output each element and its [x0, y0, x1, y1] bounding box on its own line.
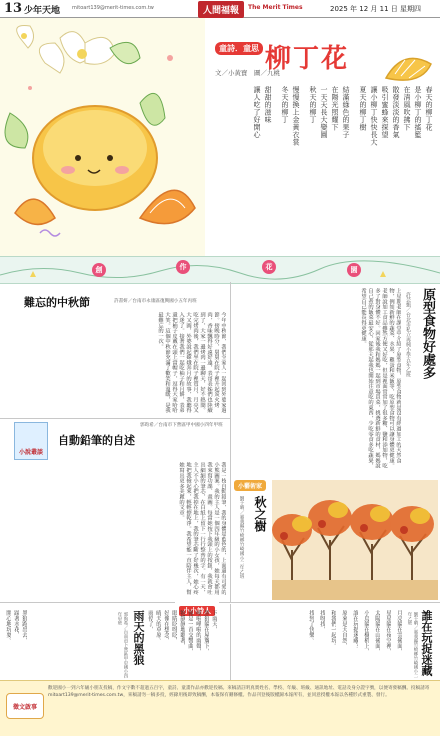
page-header	[0, 0, 440, 18]
orange-blossom-illustration	[0, 18, 205, 256]
poem-line: 像是一首交響曲，	[187, 610, 193, 654]
article-autumn-tree	[232, 476, 440, 602]
poem-line: 牠靜靜地聽著，	[179, 610, 185, 649]
poem-byline: 文／小黃寶 圖／九桃	[215, 69, 280, 77]
poem-line: 找到了快樂。	[308, 610, 314, 643]
section-title: 少年天地	[24, 6, 61, 16]
poem-byline: 劉于晴／嘉義縣竹崎鄉竹崎國小二年乙班	[407, 612, 418, 678]
banner-char: 園	[347, 263, 361, 277]
poem-line: 夏天的柳丁樹	[359, 86, 367, 131]
poem-line: 眼睛眨呀眨，	[171, 610, 177, 643]
poem-line: 吸引蜜蜂來探望	[381, 86, 389, 139]
poem-line: 慢慢換上金黃衣裳	[292, 86, 300, 146]
article-whole-food	[232, 282, 440, 474]
poem-line: 誰在玩捉迷藏？	[352, 610, 358, 649]
poem-line: 秋天的柳丁	[309, 86, 317, 124]
banner-char: 創	[92, 263, 106, 277]
poem-line: 原來是大自然，	[341, 610, 347, 649]
poem-line: 嘩啦嘩啦的雨聲，	[195, 610, 201, 654]
small-poets-label: 小小詩人	[179, 606, 215, 616]
poem-line: 一天天長大變圓	[320, 86, 328, 139]
divider	[230, 604, 231, 680]
article-title: 秋之樹	[253, 496, 267, 532]
poem-line: 黑狼跑出去，	[21, 610, 27, 643]
poem-tag: 童詩．童思	[215, 42, 263, 55]
poem-title: 誰在玩捉迷藏	[420, 610, 433, 676]
poem-line: 春天的柳丁花	[425, 86, 433, 131]
article-tag: 小藝術家	[234, 480, 266, 491]
article-tag: 小說叢談	[18, 449, 43, 456]
newspaper-logo: 人間福報	[198, 1, 244, 18]
poem-line: 開心地玩耍。	[5, 610, 11, 643]
poem-line: 冬天的柳丁	[281, 86, 289, 124]
orange-slice-icon	[383, 46, 435, 88]
poem-title: 柳丁花	[265, 44, 350, 74]
creative-garden-banner	[0, 256, 440, 284]
poem-line: 踩著水花，	[13, 610, 19, 638]
poem-hide-and-seek	[232, 608, 440, 680]
poem-line: 星星躲在夜空裡，	[385, 610, 391, 654]
article-mid-autumn	[0, 282, 230, 417]
poem-body	[211, 86, 433, 250]
article-byline: 郭昀希／台南市下營區甲中國小四年甲班	[140, 423, 223, 428]
notice-text: 歡迎國小一到六年級小朋友投稿，作文字數不超過五百字，童詩、童畫作品亦歡迎投稿。來稿請註明真實姓名、學校、年級、班級、通訊地址、電話及身分證字號，以便寄發稿酬。投稿請寄 mitoart139@merit-times.com.tw，來稿請勿一稿多投，經錄用後即致稿酬，本報保有刪修權。作品刊登後版權歸本報所有，並同意授權本報以各種形式重製、發行。	[48, 686, 430, 698]
poem-line: 雨停了，	[147, 610, 153, 632]
poem-line: 讓小柳丁快快長大	[370, 86, 378, 146]
article-byline: 許芸甄／台北市私立再興小學五年乙班	[405, 292, 411, 377]
poem-byline: 郭昀希／台南市下營區甲中國小四年甲班	[117, 612, 128, 678]
poem-line: 散發淡淡的香氣	[392, 86, 400, 139]
issue-date: 2025 年 12 月 11 日 星期四	[330, 5, 421, 13]
article-title: 難忘的中秋節	[24, 296, 90, 309]
article-body: 我是一枝自動鉛筆，我的身體是藍色的，上面還有可愛的小熊圖案。我的主人是一個四年級的小女孩，她每天都用我來寫功課、畫圖。每當她按下我頭上的按鈕，我就會吐出細細的筆芯，在白紙上留下一行行整齊的字。有一天，主人不小心把我掉在地上，我的筆芯斷了好幾次，她心疼地把我撿起來，輕輕擦乾淨。我希望能一直陪伴主人，幫她寫出更多美麗的文章。	[178, 462, 226, 595]
article-pencil	[0, 420, 230, 600]
poem-line: 找呀找，	[319, 610, 325, 632]
notice-tag: 徵文啟事	[12, 704, 37, 711]
poem-line: 和我們一起玩。	[330, 610, 336, 649]
poem-line: 太陽躲在山後面，	[374, 610, 380, 654]
poem-line: 是小柳丁的搖籃	[414, 86, 422, 139]
divider	[0, 602, 440, 603]
poem-line: 在陽光照耀下	[331, 86, 339, 131]
poem-line: 甜甜的滋味	[264, 86, 272, 124]
poem-title: 雨天的黑狼	[132, 610, 145, 665]
banner-char: 作	[176, 260, 190, 274]
article-body: 上星期老師在課堂中介紹了原型食物，原型食物就是沒有經過加工的天然食物，例如新鮮的蔬菜、水果、雞蛋和米飯等，吃原型食物可以讓身體更健康。老師說加工食品雖然方便又好吃，但是裡面常常加了很多糖、鹽和添加物，吃多了對身體不好。回家後我和媽媽一起到市場買菜，挑選新鮮的食材，媽媽說自己煮的飯菜最安心，從那天起我也開始注意吃的東西，少吃零食多吃蔬果，希望自己能長得更健康。	[360, 288, 401, 469]
article-title: 原型食物好處多	[420, 288, 435, 379]
article-byline: 許書妍／台南市永康區復興國小五年丙班	[114, 299, 197, 304]
poem-line: 結滿綠色的果子	[342, 86, 350, 139]
page-number: 13	[4, 1, 23, 16]
autumn-tree-artwork	[272, 480, 438, 600]
divider	[230, 282, 231, 602]
poem-line: 讓人吃了好開心	[253, 86, 261, 139]
poem-line: 好像在想念，	[163, 610, 169, 643]
poem-line: 黑狼躲在屋簷下，	[203, 610, 209, 654]
poem-text-area	[205, 18, 440, 256]
poem-line: 下雨天，	[211, 610, 217, 632]
poem-body-continued	[4, 610, 27, 678]
divider	[0, 418, 230, 419]
poem-black-wolf	[0, 608, 230, 680]
article-byline: 劉于晴／嘉義縣竹崎鄉竹崎國小二年乙班	[239, 496, 244, 579]
poem-illustration	[0, 18, 205, 256]
poem-line: 小鳥躲在樹梢上，	[363, 610, 369, 654]
notice-badge	[6, 693, 44, 719]
article-tag-box	[14, 422, 48, 460]
poem-body	[146, 610, 217, 678]
poem-line: 月亮躲在雲後面，	[396, 610, 402, 654]
email-address: mitoart139@merit-times.com.tw	[72, 5, 154, 11]
poem-line: 晴天的草原。	[155, 610, 161, 643]
article-body: 今年中秋節，我們全家人一起回到外婆家過節。傍晚時分，舅舅在院子裡升起炭火烤肉，香味飄得好遠好遠，表哥表姊們也陸續到了，大家一邊烤肉一邊聊天，好不熱鬧。吃完烤肉後，我們坐在院子裡賞月，月亮又大又圓，外婆說起嫦娥奔月的故事，我聽得入迷了。接著我們一起吃柚子和月餅，表弟還把柚子皮戴在頭上當帽子，逗得大家哈哈大笑。這個中秋節充滿了歡笑和溫暖，是我最難忘的一次。	[157, 312, 226, 413]
newspaper-logo-en: The Merit Times	[248, 4, 303, 11]
submission-notice	[0, 680, 440, 736]
poem-line: 在清風吹拂下	[403, 86, 411, 131]
banner-char: 花	[262, 260, 276, 274]
banner-decoration	[0, 257, 440, 283]
article-title: 自動鉛筆的自述	[58, 434, 135, 447]
poem-body	[236, 610, 402, 678]
